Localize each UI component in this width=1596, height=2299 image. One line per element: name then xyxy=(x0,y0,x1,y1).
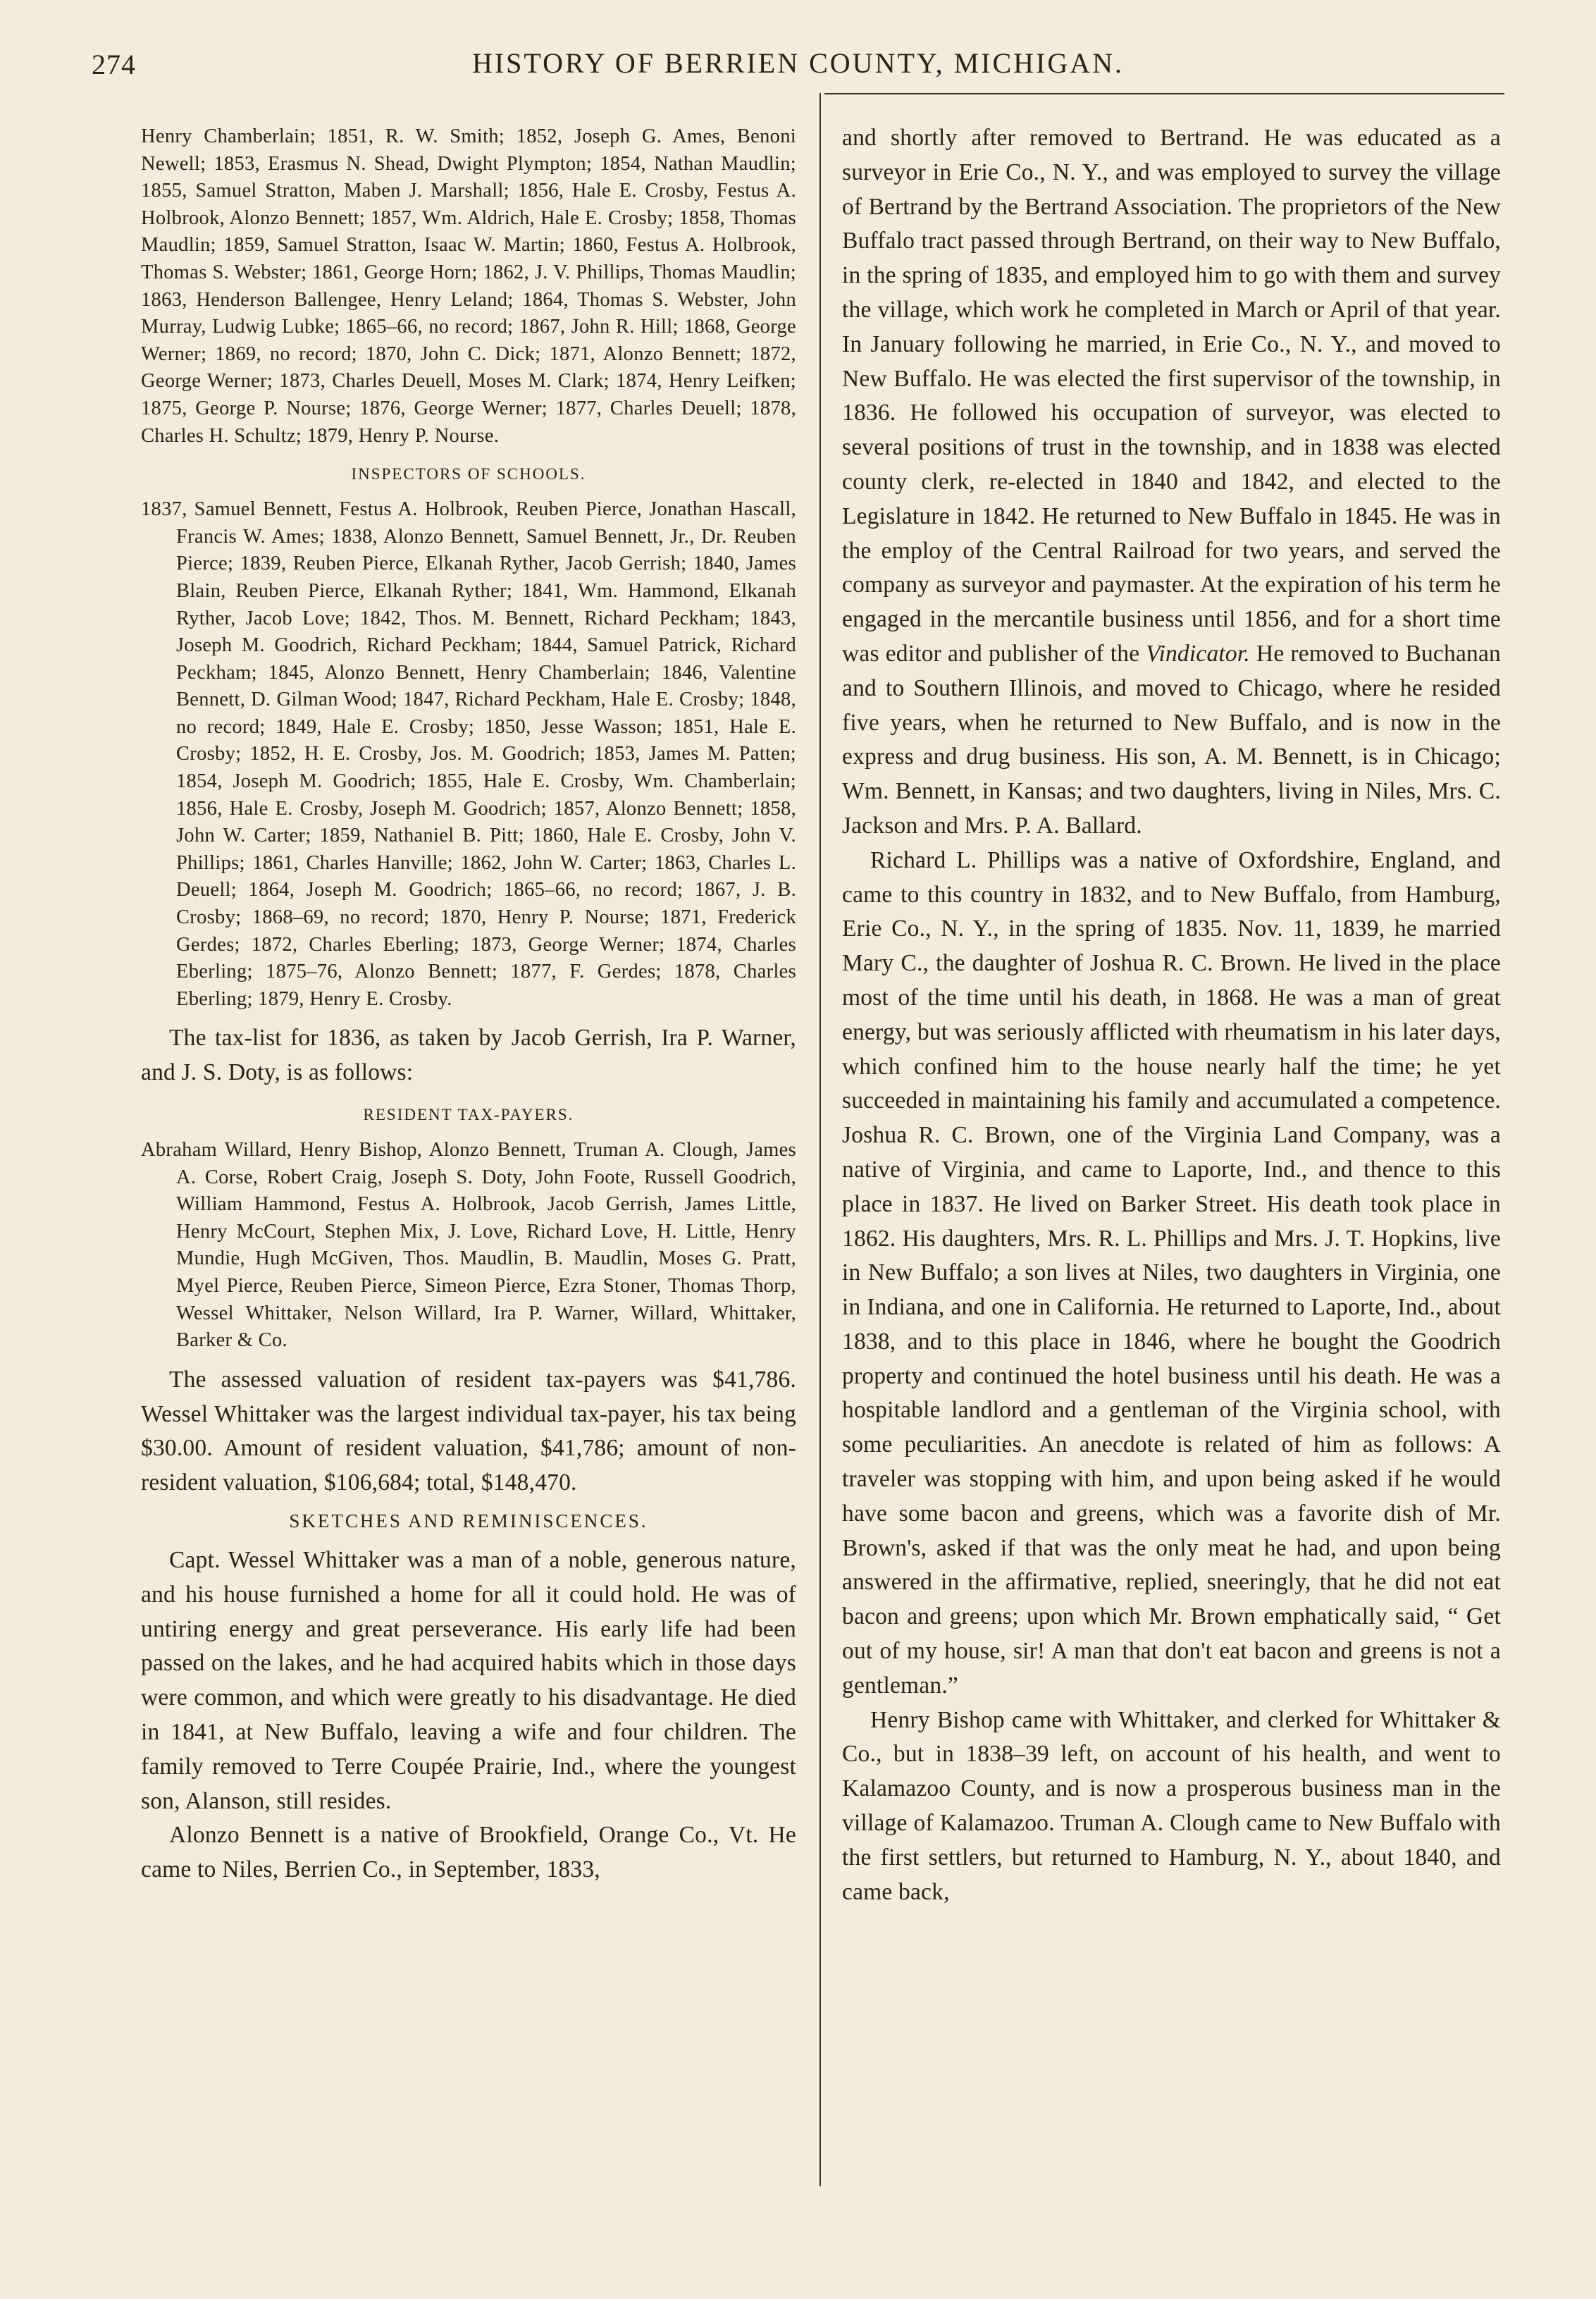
phillips-paragraph: Richard L. Phillips was a native of Oxfordshire, England, and came to this country in 1832, and to New Buffalo, from Hamburg, Erie Co., N. Y., in the spring of 1835. Nov. 11, 1839, he married Mary C., the daughter of Joshua R. C. Brown. He lived in the place most of the time until his death, in 1868. He was a man of great energy, but was seriously afflicted with rheumatism in his later days, which confined him to the house nearly half the time; he yet succeeded in maintaining his family and accumulated a competence. Joshua R. C. Brown, one of the Virginia Land Company, was a native of Virginia, and came to Laporte, Ind., and thence to this place in 1837. He lived on Barker Street. His death took place in 1862. His daughters, Mrs. R. L. Phillips and Mrs. J. T. Hopkins, live in New Buffalo; a son lives at Niles, two daughters in Virginia, one in Indiana, and one in California. He returned to Laporte, Ind., about 1838, and to this place in 1846, where he bought the Goodrich property and continued the hotel business until his death. He was a hospitable landlord and a gentleman of the Virginia school, with some peculiarities. An anecdote is related of him as follows: A traveler was stopping with him, and upon being asked if he would have some bacon and greens, which was a favorite dish of Mr. Brown's, asked if that was the only meat he had, and upon being answered in the affirmative, replied, sneeringly, that he did not eat bacon and greens; upon which Mr. Brown emphatically said, “ Get out of my house, sir! A man that don't eat bacon and greens is not a gentleman.” xyxy=(842,846,1501,1699)
whittaker-paragraph: Capt. Wessel Whittaker was a man of a noble, generous nature, and his house furnished a home for all it could hold. He was of untiring energy and great perseverance. His early life had been passed on the lakes, and he had acquired habits which in those days were common, and which were greatly to his disadvantage. He died in 1841, at New Buffalo, leaving a wife and four children. The family removed to Terre Coupée Prairie, Ind., where the youngest son, Alanson, still resides. xyxy=(141,1546,796,1814)
vindicator-title: Vindicator. xyxy=(1146,640,1250,667)
bennett-paragraph-continued xyxy=(842,121,1501,844)
supervisors-list-continuation: Henry Chamberlain; 1851, R. W. Smith; 1852, Joseph G. Ames, Benoni Newell; 1853, Erasmus N. Shead, Dwight Plympton; 1854, Nathan Maudlin; 1855, Samuel Stratton, Maben J. Marshall; 1856, Hale E. Crosby, Festus A. Holbrook, Alonzo Bennett; 1857, Wm. Aldrich, Hale E. Crosby; 1858, Thomas Maudlin; 1859, Samuel Stratton, Isaac W. Martin; 1860, Festus A. Holbrook, Thomas S. Webster; 1861, George Horn; 1862, J. V. Phillips, Thomas Maudlin; 1863, Henderson Ballengee, Henry Leland; 1864, Thomas S. Webster, John Murray, Ludwig Lubke; 1865–66, no record; 1867, John R. Hill; 1868, George Werner; 1869, no record; 1870, John C. Dick; 1871, Alonzo Bennett; 1872, George Werner; 1873, Charles Deuell, Moses M. Clark; 1874, Henry Leifken; 1875, George P. Nourse; 1876, George Werner; 1877, Charles Deuell; 1878, Charles H. Schultz; 1879, Henry P. Nourse. xyxy=(141,125,796,447)
column-divider xyxy=(819,93,821,2186)
inspectors-list: 1837, Samuel Bennett, Festus A. Holbrook, Reuben Pierce, Jonathan Hascall, Francis W. Ames; 1838, Alonzo Bennett, Samuel Bennett, Jr., Dr. Reuben Pierce; 1839, Reuben Pierce, Elkanah Ryther, Jacob Gerrish; 1840, James Blain, Reuben Pierce, Elkanah Ryther; 1841, Wm. Hammond, Elkanah Ryther, Jacob Love; 1842, Thos. M. Bennett, Richard Peckham; 1843, Joseph M. Goodrich, Richard Peckham; 1844, Samuel Patrick, Richard Peckham; 1845, Alonzo Bennett, Henry Chamberlain; 1846, Valentine Bennett, D. Gilman Wood; 1847, Richard Peckham, Hale E. Crosby; 1848, no record; 1849, Hale E. Crosby; 1850, Jesse Wasson; 1851, Hale E. Crosby; 1852, H. E. Crosby, Jos. M. Goodrich; 1853, James M. Patten; 1854, Joseph M. Goodrich; 1855, Hale E. Crosby, Wm. Chamberlain; 1856, Hale E. Crosby, Joseph M. Goodrich; 1857, Alonzo Bennett; 1858, John W. Carter; 1859, Nathaniel B. Pitt; 1860, Hale E. Crosby, John V. Phillips; 1861, Charles Hanville; 1862, John W. Carter; 1863, Charles L. Deuell; 1864, Joseph M. Goodrich; 1865–66, no record; 1867, J. B. Crosby; 1868–69, no record; 1870, Henry P. Nourse; 1871, Frederick Gerdes; 1872, Charles Eberling; 1873, George Werner; 1874, Charles Eberling; 1875–76, Alonzo Bennett; 1877, F. Gerdes; 1878, Charles Eberling; 1879, Henry E. Crosby. xyxy=(141,498,796,1010)
bennett-paragraph-start: Alonzo Bennett is a native of Brookfield, Orange Co., Vt. He came to Niles, Berrien Co., in September, 1833, xyxy=(141,1822,796,1883)
bishop-paragraph: Henry Bishop came with Whittaker, and clerked for Whittaker & Co., but in 1838–39 left, on account of his health, and went to Kalamazoo County, and is now a prosperous business man in the village of Kalamazoo. Truman A. Clough came to New Buffalo with the first settlers, but returned to Hamburg, N. Y., about 1840, and came back, xyxy=(842,1706,1501,1905)
resident-taxpayers-heading: RESIDENT TAX-PAYERS. xyxy=(363,1106,574,1123)
resident-taxpayers-list: Abraham Willard, Henry Bishop, Alonzo Bennett, Truman A. Clough, James A. Corse, Robert Craig, Joseph S. Doty, John Foote, Russell Goodrich, William Hammond, Festus A. Holbrook, Jacob Gerrish, James Little, Henry McCourt, Stephen Mix, J. Love, Richard Love, H. Little, Henry Mundie, Hugh McGiven, Thos. Maudlin, B. Maudlin, Moses G. Pratt, Myel Pierce, Reuben Pierce, Simeon Pierce, Ezra Stoner, Thomas Thorp, Wessel Whittaker, Nelson Willard, Ira P. Warner, Willard, Whittaker, Barker & Co. xyxy=(141,1139,796,1352)
tax-list-intro: The tax-list for 1836, as taken by Jacob Gerrish, Ira P. Warner, and J. S. Doty, is as follows: xyxy=(141,1025,796,1086)
right-column xyxy=(842,121,1501,1909)
inspectors-heading: INSPECTORS OF SCHOOLS. xyxy=(351,465,586,483)
left-column xyxy=(141,123,796,1887)
bennett-continued-text: and shortly after removed to Bertrand. He was educated as a surveyor in Erie Co., N. Y., and was employed to survey the village of Bertrand by the Bertrand Association. The proprietors of the New Buffalo tract passed through Bertrand, on their way to New Buffalo, in the spring of 1835, and employed him to go with them and survey the village, which work he completed in March or April of that year. In January following he married, in Erie Co., N. Y., and moved to New Buffalo. He was elected the first supervisor of the township, in 1836. He followed his occupation of surveyor, was elected to several positions of trust in the township, and in 1838 was elected county clerk, re-elected in 1840 and 1842, and elected to the Legislature in 1842. He returned to New Buffalo in 1845. He was in the employ of the Central Railroad for two years, and served the company as surveyor and paymaster. At the expiration of his term he engaged in the mercantile business until 1856, and for a short time was editor and publisher of the xyxy=(842,125,1501,667)
sketches-heading: SKETCHES AND REMINISCENCES. xyxy=(289,1510,648,1531)
page-number: 274 xyxy=(92,49,136,80)
valuation-paragraph: The assessed valuation of resident tax-payers was $41,786. Wessel Whittaker was the largest individual tax-payer, his tax being $30.00. Amount of resident valuation, $41,786; amount of non-resident valuation, $106,684; total, $148,470. xyxy=(141,1366,796,1496)
bennett-continued-text-2: He removed to Buchanan and to Southern Illinois, and moved to Chicago, where he resided five years, when he returned to New Buffalo, and is now in the express and drug business. His son, A. M. Bennett, is in Chicago; Wm. Bennett, in Kansas; and two daughters, living in Niles, Mrs. C. Jackson and Mrs. P. A. Ballard. xyxy=(842,640,1501,839)
page-header xyxy=(92,42,1504,92)
running-title: HISTORY OF BERRIEN COUNTY, MICHIGAN. xyxy=(471,47,1125,79)
header-rule xyxy=(824,93,1504,94)
